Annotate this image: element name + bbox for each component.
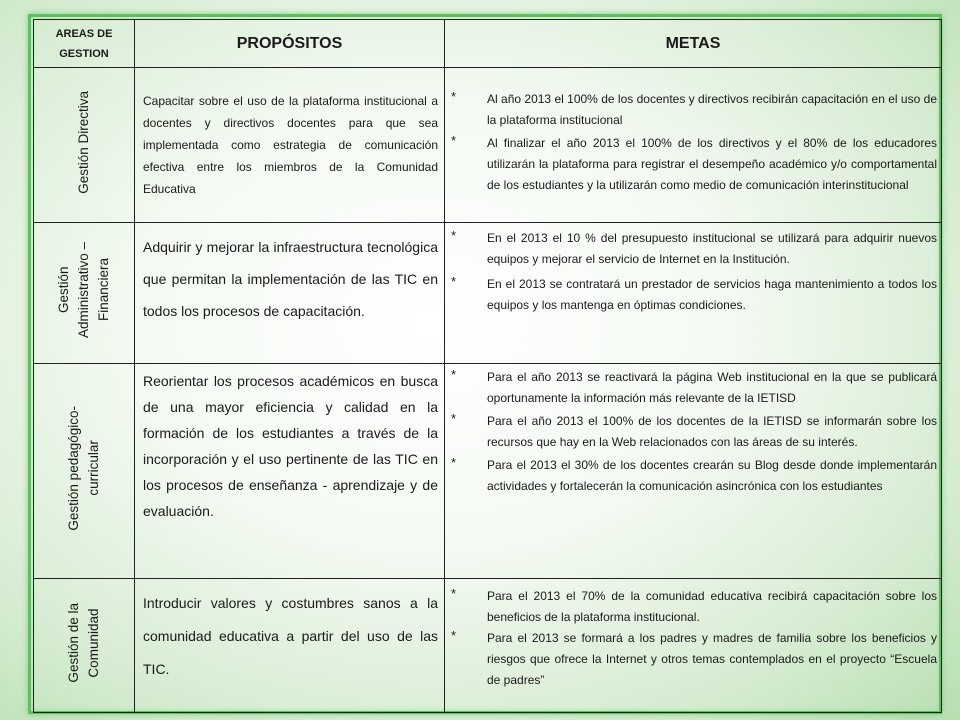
area-cell xyxy=(34,68,135,223)
table-row xyxy=(34,223,942,364)
proposito-cell: Reorientar los procesos académicos en busca de una mayor eficiencia y calidad en la formación de los estudiantes a través de la incorporación y el uso pertinente de las TIC en los procesos de enseñanza - aprendizaje y de evaluación. xyxy=(135,364,445,579)
bullet-star: * xyxy=(451,628,457,643)
metas-cell xyxy=(445,223,942,364)
table-row xyxy=(34,364,942,579)
area-cell xyxy=(34,223,135,364)
proposito-cell: Introducir valores y costumbres sanos a la comunidad educativa a partir del uso de las TIC. xyxy=(135,579,445,713)
bullet-star: * xyxy=(451,367,457,382)
header-row xyxy=(34,20,942,68)
meta-text: En el 2013 se contratará un prestador de servicios haga mantenimiento a todos los equipos y los mantenga en óptimas condiciones. xyxy=(487,277,937,312)
bullet-star: * xyxy=(451,411,457,426)
bullet-star: * xyxy=(451,455,457,470)
bullet-star: * xyxy=(451,228,457,243)
metas-cell xyxy=(445,579,942,713)
area-gestion-de-la-comunidad: Gestión de la Comunidad xyxy=(66,603,101,683)
document-page xyxy=(28,14,942,714)
meta-text: Para el 2013 el 30% de los docentes crearán su Blog desde donde implementarán actividades y fortalecerán la comunicación asincrónica con los estudiantes xyxy=(487,458,937,493)
meta-item xyxy=(449,133,937,196)
bullet-star: * xyxy=(451,133,457,148)
meta-text: Al finalizar el año 2013 el 100% de los directivos y el 80% de los educadores utilizarán la plataforma para registrar el desempeño académico y/o comportamental de los estudiantes y la utilizarán como medio de comunicación interinstitucional xyxy=(487,136,937,192)
meta-item xyxy=(449,367,937,409)
meta-item xyxy=(449,89,937,131)
proposito-cell: Capacitar sobre el uso de la plataforma institucional a docentes y directivos docentes para que sea implementada como estrategia de comunicación efectiva entre los miembros de la Comunidad Educativa xyxy=(135,68,445,223)
bullet-star: * xyxy=(451,274,457,289)
meta-text: Al año 2013 el 100% de los docentes y directivos recibirán capacitación en el uso de la plataforma institucional xyxy=(487,92,937,127)
management-table xyxy=(33,19,942,713)
meta-item xyxy=(449,228,937,270)
area-gestion-directiva: Gestión Directiva xyxy=(76,91,91,194)
meta-item xyxy=(449,411,937,453)
meta-text: Para el 2013 el 70% de la comunidad educativa recibirá capacitación sobre los beneficios de la plataforma institucional. xyxy=(487,589,937,624)
bullet-star: * xyxy=(451,586,457,601)
header-propositos: PROPÓSITOS xyxy=(135,20,445,68)
meta-text: Para el año 2013 el 100% de los docentes de la IETISD se informarán sobre los recursos que hay en la Web relacionados con las áreas de su interés. xyxy=(487,414,937,449)
bullet-star: * xyxy=(451,89,457,104)
meta-item xyxy=(449,455,937,497)
meta-text: Para el 2013 se formará a los padres y madres de familia sobre los beneficios y riesgos que ofrece la Internet y otros temas contemplados en el proyecto “Escuela de padres” xyxy=(487,631,937,687)
area-gestion-administrativo-financiera: Gestión Administrativo – Financiera xyxy=(56,242,111,339)
header-metas: METAS xyxy=(445,20,942,68)
meta-text: En el 2013 el 10 % del presupuesto institucional se utilizará para adquirir nuevos equipos y mejorar el servicio de Internet en la Institución. xyxy=(487,231,937,266)
table-row xyxy=(34,68,942,223)
meta-item xyxy=(449,628,937,691)
proposito-cell: Adquirir y mejorar la infraestructura tecnológica que permitan la implementación de las TIC en todos los procesos de capacitación. xyxy=(135,223,445,364)
meta-item xyxy=(449,274,937,316)
meta-item xyxy=(449,586,937,628)
area-cell xyxy=(34,579,135,713)
meta-text: Para el año 2013 se reactivará la página Web institucional en la que se publicará oportunamente la información más relevante de la IETISD xyxy=(487,370,937,405)
metas-cell xyxy=(445,364,942,579)
area-gestion-pedagogico-curricular: Gestión pedagógico- curricular xyxy=(66,406,101,531)
table-row xyxy=(34,579,942,713)
metas-cell xyxy=(445,68,942,223)
header-areas-de-gestion: AREAS DE GESTION xyxy=(34,20,135,68)
area-cell xyxy=(34,364,135,579)
